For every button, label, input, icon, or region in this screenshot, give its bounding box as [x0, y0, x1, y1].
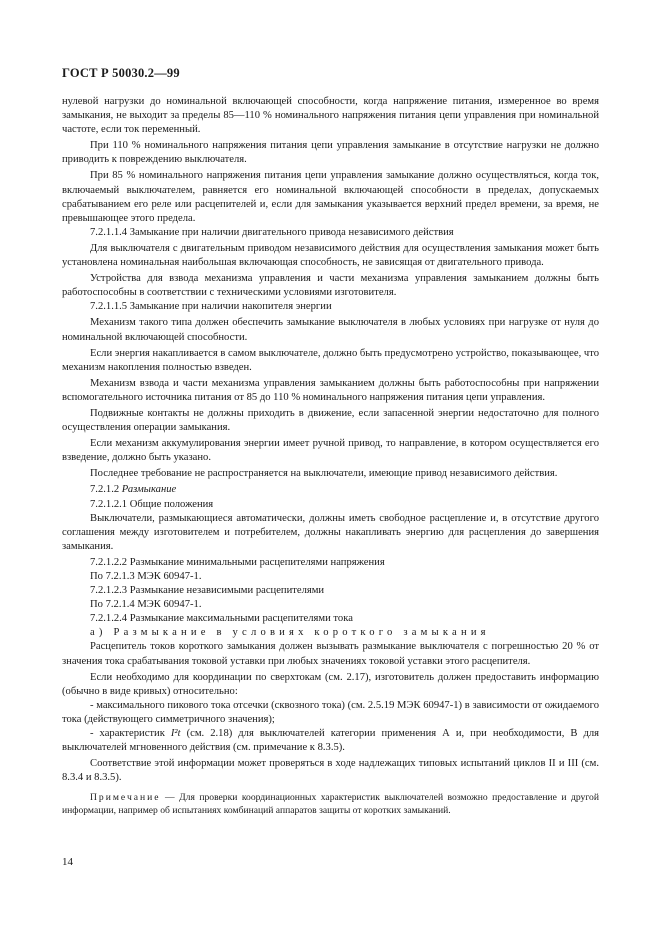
paragraph: Устройства для взвода механизма управления и части механизма управления замыканием должны быть работоспособны в соответствии с техническими условиями изготовителя. — [62, 273, 599, 299]
paragraph: Расцепитель токов короткого замыкания должен вызывать размыкание выключателя с погрешностью 20 % от значения тока срабатывания токовой уставки при любых значениях токовой уставки этого расцепителя. — [62, 641, 599, 667]
page-number: 14 — [62, 856, 73, 868]
formula-i2t: I²t — [170, 728, 181, 740]
document-header: ГОСТ Р 50030.2—99 — [62, 66, 180, 80]
subsection-heading: а) Размыкание в условиях короткого замыкания — [90, 627, 490, 639]
paragraph: По 7.2.1.4 МЭК 60947-1. — [90, 599, 202, 611]
paragraph: нулевой нагрузки до номинальной включающей способности, когда напряжение питания, измеренное во время замыкания, не выходит за пределы 85—110 % номинального напряжения питания цепи управления при номинальной частоте, если ток переменный. — [62, 96, 599, 136]
paragraph: Механизм взвода и части механизма управления замыканием должны быть работоспособны при напряжении вспомогательного источника питания от 85 до 110 % номинального напряжения питания цепи управления. — [62, 377, 599, 403]
note — [62, 791, 599, 817]
paragraph: Механизм такого типа должен обеспечить замыкание выключателя в любых условиях при нагрузке от нуля до номинальной включающей способности. — [62, 317, 599, 343]
section-title: Размыкание — [121, 484, 177, 496]
list-item: - характеристик I²t (см. 2.18) для выключателей категории применения А и, при необходимости, В для выключателей мгновенного действия (см. примечание к 8.3.5). — [62, 728, 600, 754]
paragraph: По 7.2.1.3 МЭК 60947-1. — [90, 571, 202, 582]
list-item: - максимального пикового тока отсечки (сквозного тока) (см. 2.5.19 МЭК 60947-1) в зависимости от ожидаемого тока (действующего симметричного значения); — [62, 699, 599, 725]
section-number: 7.2.1.2 — [90, 484, 120, 496]
document-body — [62, 95, 599, 817]
paragraph: Подвижные контакты не должны приходить в движение, если запасенной энергии недостаточно для полного осуществления операции замыкания. — [62, 407, 599, 434]
section-heading: 7.2.1.1.4 Замыкание при наличии двигательного привода независимого действия — [90, 226, 454, 238]
note-label: Примечание — [90, 792, 161, 804]
section-heading: 7.2.1.2.3 Размыкание независимыми расцепителями — [90, 585, 325, 597]
paragraph: Если необходимо для координации по сверхтокам (см. 2.17), изготовитель должен предоставить информацию (обычно в виде кривых) относительно: — [62, 671, 599, 697]
paragraph: Для выключателя с двигательным приводом независимого действия для осуществления замыкания может быть установлена номинальная наибольшая включающая способность, не зависящая от двигательного привода. — [62, 242, 599, 269]
paragraph: Если механизм аккумулирования энергии имеет ручной привод, то направление, в котором осуществляется его взведение, должно быть указано. — [62, 438, 599, 464]
section-heading — [62, 483, 599, 497]
paragraph: Если энергия накапливается в самом выключателе, должно быть предусмотрено устройство, показывающее, что механизм накопления полностью взведен. — [62, 347, 599, 373]
note-text: — Для проверки координационных характеристик выключателей возможно предоставление и другой информации, например об испытаниях комбинаций аппаратов защиты от коротких замыканий. — [62, 792, 599, 817]
paragraph: Соответствие этой информации может проверяться в ходе надлежащих типовых испытаний циклов II и III (см. 8.3.4 и 8.3.5). — [62, 758, 599, 784]
paragraph: При 85 % номинального напряжения питания цепи управления замыкание должно осуществляться, когда ток, включаемый выключателем, равняется его номинальной включающей способности в пределах, допускаемых срабатыванием его реле или расцепителей и, если для замыкания указывается верхний предел времени, за время, не превышающее этого предела. — [62, 170, 599, 224]
section-heading: 7.2.1.1.5 Замыкание при наличии накопителя энергии — [90, 301, 332, 313]
section-heading: 7.2.1.2.1 Общие положения — [90, 498, 214, 510]
section-heading: 7.2.1.2.4 Размыкание максимальными расцепителями тока — [90, 613, 353, 625]
section-heading: 7.2.1.2.2 Размыкание минимальными расцепителями напряжения — [90, 556, 385, 568]
paragraph: При 110 % номинального напряжения питания цепи управления замыкание в отсутствие нагрузки не должно приводить к повреждению выключателя. — [62, 140, 599, 166]
paragraph: Выключатели, размыкающиеся автоматически, должны иметь свободное расцепление и, в отсутствие другого соглашения между изготовителем и потребителем, должны накапливать энергию для расцепления до завершения замыкания. — [62, 512, 599, 552]
paragraph: Последнее требование не распространяется на выключатели, имеющие привод независимого действия. — [90, 468, 558, 480]
